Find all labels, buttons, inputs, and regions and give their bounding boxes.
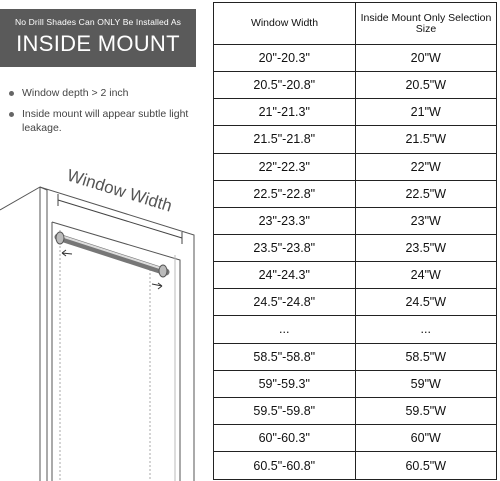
table-row [214, 289, 496, 316]
banner-subtitle: No Drill Shades Can ONLY Be Installed As [14, 17, 182, 27]
cell-window-width: 60"-60.3" [258, 431, 310, 446]
cell-selection-size: 59.5"W [355, 398, 497, 424]
cell-selection-size: 22"W [355, 154, 497, 180]
cell-selection-size: 20.5"W [355, 72, 497, 98]
cell-window-width: 59.5"-59.8" [253, 403, 316, 418]
cell-selection-size: 24"W [355, 262, 497, 288]
table-row [214, 371, 496, 398]
cell-window-width: 23.5"-23.8" [253, 241, 316, 256]
cell-window-width: 20"-20.3" [258, 51, 310, 66]
cell-window-width: 59"-59.3" [258, 376, 310, 391]
table-row [214, 181, 496, 208]
cell-selection-size: 59"W [355, 371, 497, 397]
header-window-width: Window Width [250, 17, 319, 29]
shade-roller [56, 232, 167, 277]
table-row [214, 316, 496, 343]
table-row [214, 425, 496, 452]
banner-title: INSIDE MOUNT [16, 31, 180, 56]
recess-outline [52, 222, 180, 481]
cell-selection-size: 24.5"W [355, 289, 497, 315]
cell-selection-size: 60.5"W [355, 452, 497, 479]
cell-selection-size: 60"W [355, 425, 497, 451]
table-row [214, 126, 496, 153]
frame-left-depth [40, 187, 47, 481]
cell-window-width: 60.5"-60.8" [253, 458, 316, 473]
cell-window-width: 21"-21.3" [258, 105, 310, 120]
size-selection-table [213, 2, 497, 480]
table-row [214, 344, 496, 371]
cell-window-width: 24.5"-24.8" [253, 295, 316, 310]
table-row [214, 45, 496, 72]
roller-end-right [159, 265, 167, 277]
cell-window-width: 22"-22.3" [258, 159, 310, 174]
cell-selection-size: 21"W [355, 99, 497, 125]
note-light-leakage: Inside mount will appear subtle light leakage. [8, 107, 208, 135]
cell-selection-size: 21.5"W [355, 126, 497, 152]
cell-selection-size: 58.5"W [355, 344, 497, 370]
mount-type-banner [0, 9, 196, 67]
requirements-list [8, 86, 208, 142]
cell-window-width: 58.5"-58.8" [253, 349, 316, 364]
table-row [214, 398, 496, 425]
table-header-row [214, 3, 496, 45]
cell-window-width: ... [279, 322, 290, 337]
window-illustration [0, 160, 212, 481]
table-row [214, 262, 496, 289]
table-row [214, 452, 496, 479]
table-row [214, 154, 496, 181]
table-row [214, 99, 496, 126]
cell-selection-size: 22.5"W [355, 181, 497, 207]
cell-window-width: 22.5"-22.8" [253, 186, 316, 201]
header-selection-size: Inside Mount Only Selection Size [355, 3, 496, 44]
table-row [214, 72, 496, 99]
cell-window-width: 21.5"-21.8" [253, 132, 316, 147]
note-window-depth: Window depth > 2 inch [8, 86, 208, 100]
cell-selection-size: 23.5"W [355, 235, 497, 261]
table-row [214, 235, 496, 262]
table-row [214, 208, 496, 235]
cell-window-width: 20.5"-20.8" [253, 78, 316, 93]
cell-window-width: 23"-23.3" [258, 213, 310, 228]
window-width-label: Window Width [64, 165, 175, 216]
cell-window-width: 24"-24.3" [258, 268, 310, 283]
cell-selection-size: 20"W [355, 45, 497, 71]
window-frame-outline [0, 187, 194, 481]
cell-selection-size: ... [355, 316, 497, 342]
cell-selection-size: 23"W [355, 208, 497, 234]
roller-end-left [56, 232, 64, 244]
